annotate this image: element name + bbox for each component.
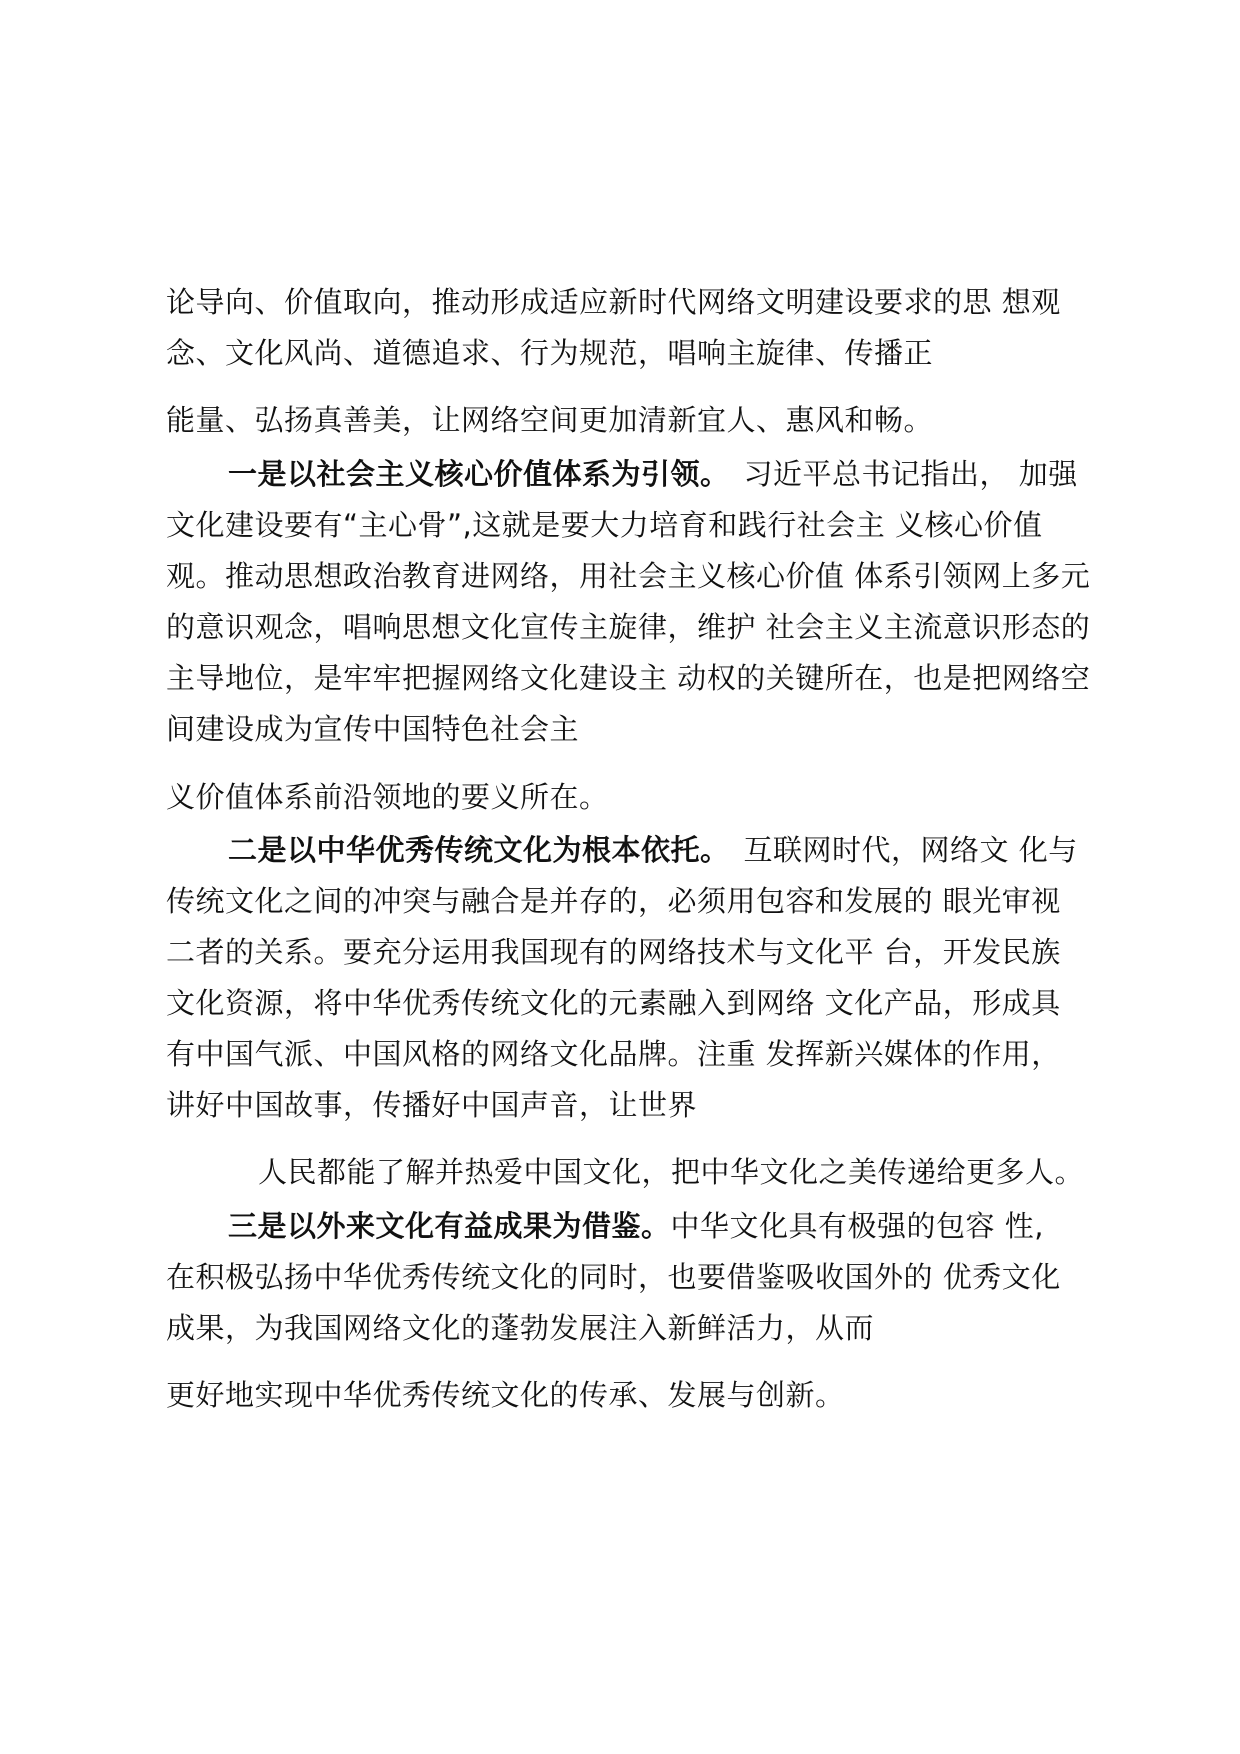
p3-line-5: 有中国气派、中国风格的网络文化品牌。注重 发挥新兴媒体的作用， bbox=[166, 1037, 1061, 1071]
p4-line-2: 在积极弘扬中华优秀传统文化的同时，也要借鉴吸收国外的 优秀文化 bbox=[166, 1260, 1061, 1294]
p3-line-1-text: 互联网时代，网络文 化与 bbox=[743, 833, 1078, 867]
p4-line-3: 成果，为我国网络文化的蓬勃发展注入新鲜活力，从而 bbox=[166, 1311, 875, 1345]
p3-line-6: 讲好中国故事，传播好中国声音，让世界 bbox=[166, 1088, 698, 1122]
p1-line-1: 论导向、价值取向，推动形成适应新时代网络文明建设要求的思 想观 bbox=[166, 285, 1061, 319]
p3-line-7: 人民都能了解并热爱中国文化，把中华文化之美传递给更多人。 bbox=[258, 1155, 1085, 1189]
p4-line-1-text: 中华文化具有极强的包容 性, bbox=[670, 1209, 1044, 1243]
p2-line-6: 间建设成为宣传中国特色社会主 bbox=[166, 712, 580, 746]
p4-line-4: 更好地实现中华优秀传统文化的传承、发展与创新。 bbox=[166, 1378, 845, 1412]
p2-line-2: 文化建设要有“主心骨”,这就是要大力培育和践行社会主 义核心价值 bbox=[166, 508, 1043, 542]
p1-line-2: 念、文化风尚、道德追求、行为规范，唱响主旋律、传播正 bbox=[166, 336, 934, 370]
p4-line-1 bbox=[228, 1206, 1044, 1246]
p3-line-3: 二者的关系。要充分运用我国现有的网络技术与文化平 台，开发民族 bbox=[166, 935, 1061, 969]
p3-line-1 bbox=[228, 830, 1078, 870]
p2-line-3: 观。推动思想政治教育进网络，用社会主义核心价值 体系引领网上多元 bbox=[166, 559, 1091, 593]
p4-heading: 三是以外来文化有益成果为借鉴。 bbox=[228, 1209, 671, 1243]
p2-line-5: 主导地位，是牢牢把握网络文化建设主 动权的关键所在，也是把网络空 bbox=[166, 661, 1091, 695]
p2-line-1 bbox=[228, 454, 1078, 494]
p2-line-4: 的意识观念，唱响思想文化宣传主旋律，维护 社会主义主流意识形态的 bbox=[166, 610, 1091, 644]
p2-line-7: 义价值体系前沿领地的要义所在。 bbox=[166, 780, 609, 814]
p2-heading: 一是以社会主义核心价值体系为引领。 bbox=[228, 457, 730, 491]
p3-heading: 二是以中华优秀传统文化为根本依托。 bbox=[228, 833, 730, 867]
p2-line-1-text: 习近平总书记指出， 加强 bbox=[743, 457, 1078, 491]
p1-line-3: 能量、弘扬真善美，让网络空间更加清新宜人、惠风和畅。 bbox=[166, 403, 934, 437]
p3-line-2: 传统文化之间的冲突与融合是并存的，必须用包容和发展的 眼光审视 bbox=[166, 884, 1061, 918]
p3-line-4: 文化资源，将中华优秀传统文化的元素融入到网络 文化产品，形成具 bbox=[166, 986, 1061, 1020]
